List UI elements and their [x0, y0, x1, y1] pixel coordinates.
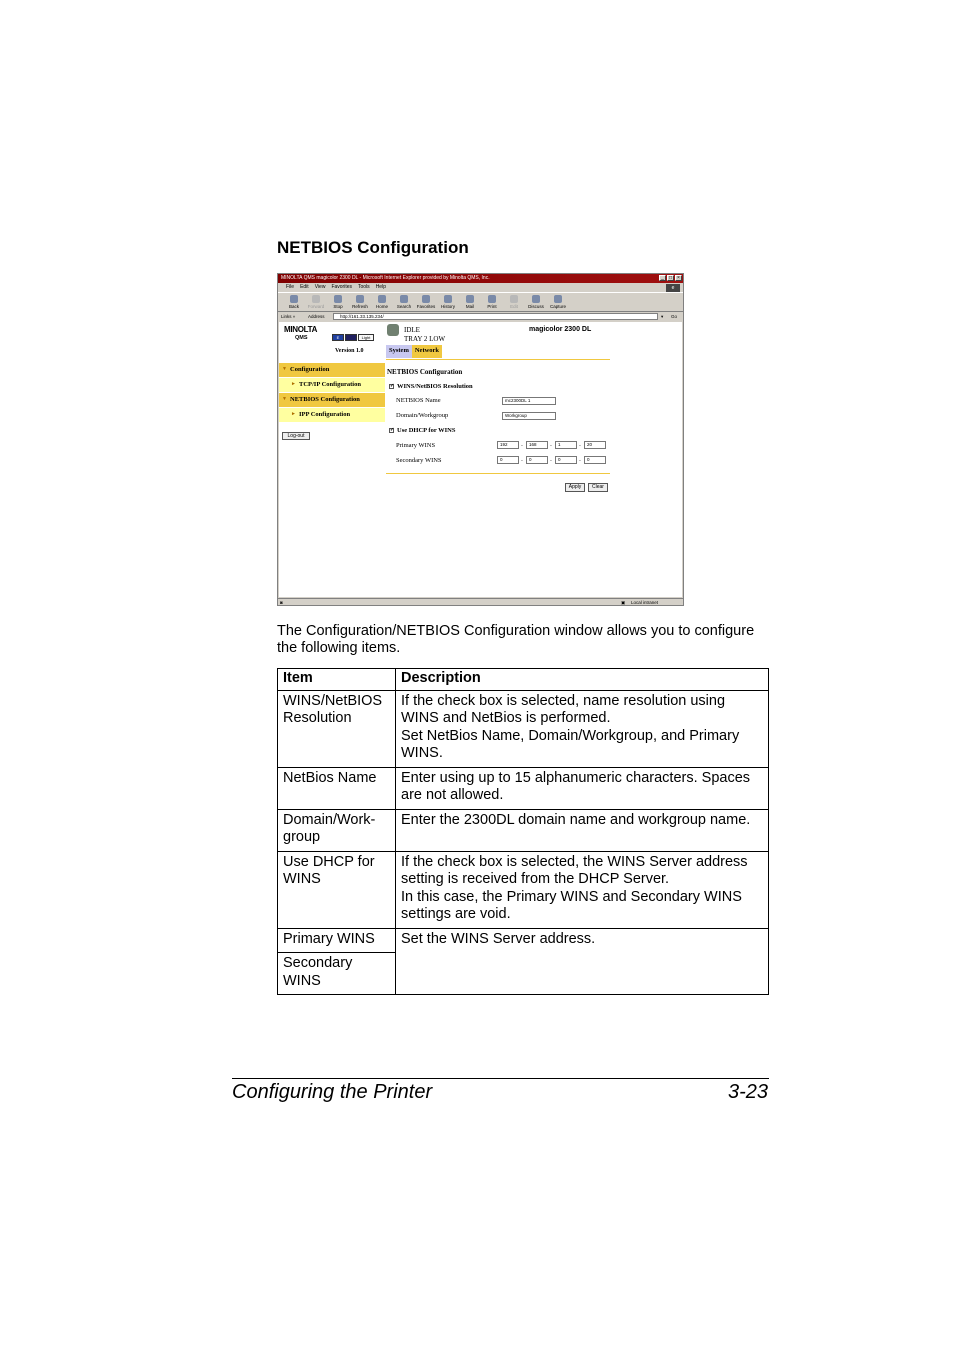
nav-ipp-configuration[interactable]: ► IPP Configuration [279, 408, 385, 422]
toolbar-discuss-button[interactable]: Discuss [526, 293, 546, 311]
print-icon [488, 295, 496, 303]
toolbar-capture-button[interactable]: Capture [548, 293, 568, 311]
page-done-icon: ◙ [280, 600, 283, 605]
search-icon [400, 295, 408, 303]
secondary-wins-octet-4[interactable]: 0 [584, 456, 606, 464]
primary-wins-octet-4[interactable]: 20 [584, 441, 606, 449]
domain-workgroup-input[interactable]: Workgroup [502, 412, 556, 420]
secondary-wins-label: Secondary WINS [396, 457, 442, 464]
address-label: Address [308, 314, 325, 319]
triangle-icon: ► [291, 412, 296, 417]
netbios-name-input[interactable]: mc2300DL 1 [502, 397, 556, 405]
header-divider [386, 359, 610, 360]
history-icon [444, 295, 452, 303]
toolbar-refresh-button[interactable]: Refresh [350, 293, 370, 311]
menu-edit[interactable]: Edit [300, 284, 309, 290]
web-page-content [279, 322, 682, 597]
forward-arrow-icon [312, 295, 320, 303]
apply-button[interactable]: Apply [565, 483, 585, 492]
browser-toolbar [278, 292, 683, 312]
model-name: magicolor 2300 DL [529, 326, 592, 333]
primary-wins-octet-1[interactable]: 192 [497, 441, 519, 449]
window-titlebar [278, 274, 683, 283]
ie-logo-icon: e [666, 284, 680, 292]
toolbar-edit-button[interactable]: Edit [504, 293, 524, 311]
row-description: Enter using up to 15 alphanumeric characters. Spaces are not allowed. [396, 767, 769, 809]
close-icon[interactable]: × [675, 275, 682, 281]
footer-page-number: 3-23 [727, 1081, 768, 1103]
menu-tools[interactable]: Tools [358, 284, 370, 290]
row-description: If the check box is selected, the WINS Server address setting is received from the DHCP Server. In this case, the Primary WINS and Secondary WINS settings are void. [396, 851, 769, 928]
toolbar-forward-button[interactable]: Forward [306, 293, 326, 311]
row-item: Primary WINS [278, 928, 396, 953]
toolbar-search-button[interactable]: Search [394, 293, 414, 311]
ip-dot: . [521, 441, 523, 448]
toolbar-back-button[interactable]: Back [284, 293, 304, 311]
table-header-row [278, 669, 769, 691]
ip-dot: . [579, 441, 581, 448]
section-heading: NETBIOS Configuration [277, 238, 469, 257]
use-dhcp-checkbox[interactable]: ✓ [390, 428, 395, 433]
nav-netbios-configuration[interactable]: ▼ NETBIOS Configuration [279, 393, 385, 407]
capture-icon [554, 295, 562, 303]
mode-button-light[interactable]: Light [358, 334, 374, 341]
refresh-icon [356, 295, 364, 303]
nav-configuration[interactable]: ▼ Configuration [279, 363, 385, 377]
tab-network[interactable]: Network [412, 345, 442, 358]
secondary-wins-octet-2[interactable]: 0 [526, 456, 548, 464]
window-title: MINOLTA QMS magicolor 2300 DL - Microsoft Internet Explorer provided by Minolta QMS, Inc. [281, 275, 490, 281]
zone-label: Local intranet [631, 600, 659, 605]
settings-table [277, 668, 769, 995]
home-icon [378, 295, 386, 303]
primary-wins-octet-2[interactable]: 168 [526, 441, 548, 449]
wins-resolution-label: WINS/NetBIOS Resolution [397, 383, 473, 390]
row-item: NetBios Name [278, 767, 396, 809]
printer-status-icon [387, 324, 399, 336]
tab-system[interactable]: System [386, 345, 412, 358]
menu-view[interactable]: View [314, 284, 326, 290]
netbios-name-label: NETBIOS Name [396, 397, 441, 404]
row-item: Use DHCP for WINS [278, 851, 396, 928]
domain-workgroup-label: Domain/Workgroup [396, 412, 449, 419]
toolbar-mail-button[interactable]: Mail [460, 293, 480, 311]
back-arrow-icon [290, 295, 298, 303]
address-bar-row [278, 312, 683, 321]
dropdown-arrow-icon[interactable]: ▾ [661, 314, 664, 319]
toolbar-home-button[interactable]: Home [372, 293, 392, 311]
table-row [278, 809, 769, 851]
footer-rule [232, 1078, 769, 1079]
ip-dot: . [550, 441, 552, 448]
header-description: Description [396, 669, 769, 691]
toolbar-print-button[interactable]: Print [482, 293, 502, 311]
links-label[interactable]: Links » [281, 314, 296, 319]
mode-button-dark[interactable] [345, 334, 357, 341]
stop-icon [334, 295, 342, 303]
row-description: If the check box is selected, name resolution using WINS and NetBios is performed. Set NetBios Name, Domain/Workgroup, and Primary WINS. [396, 690, 769, 767]
secondary-wins-octet-3[interactable]: 0 [555, 456, 577, 464]
favorites-icon [422, 295, 430, 303]
mail-icon [466, 295, 474, 303]
wins-resolution-row [389, 383, 473, 390]
discuss-icon [532, 295, 540, 303]
use-dhcp-label: Use DHCP for WINS [397, 427, 456, 434]
menu-help[interactable]: Help [375, 284, 386, 290]
triangle-icon: ► [291, 382, 296, 387]
edit-icon [510, 295, 518, 303]
wins-resolution-checkbox[interactable]: ✓ [390, 384, 395, 389]
address-input[interactable]: http://161.33.135.234/ [333, 313, 658, 320]
qms-logo: QMS [295, 335, 308, 341]
form-divider [386, 473, 610, 474]
maximize-icon[interactable]: □ [668, 275, 673, 281]
nav-tcpip-configuration[interactable]: ► TCP/IP Configuration [279, 378, 385, 392]
secondary-wins-octet-1[interactable]: 0 [497, 456, 519, 464]
table-row [278, 928, 769, 953]
page-tabs [386, 345, 442, 358]
minimize-icon[interactable]: _ [659, 275, 666, 281]
status-tray: TRAY 2 LOW [404, 335, 446, 343]
printer-status [404, 326, 445, 344]
intranet-icon: ▣ [621, 600, 626, 605]
use-dhcp-row [389, 427, 455, 434]
row-description: Set the WINS Server address. [396, 928, 769, 995]
header-item: Item [278, 669, 396, 691]
row-item: Secondary WINS [278, 953, 396, 995]
primary-wins-label: Primary WINS [396, 442, 436, 449]
browser-screenshot [277, 273, 684, 606]
triangle-icon: ▼ [282, 367, 287, 372]
menu-bar [278, 283, 683, 291]
mode-button-e[interactable]: E [332, 334, 344, 341]
menu-file[interactable]: File [286, 284, 295, 290]
clear-button[interactable]: Clear [588, 483, 608, 492]
row-description: Enter the 2300DL domain name and workgroup name. [396, 809, 769, 851]
intro-paragraph: The Configuration/NETBIOS Configuration window allows you to configure the following items. [277, 623, 755, 656]
logout-button[interactable]: Log-out [282, 432, 310, 440]
triangle-icon: ▼ [282, 397, 287, 402]
row-item: WINS/NetBIOS Resolution [278, 690, 396, 767]
browser-statusbar [278, 598, 683, 606]
footer-chapter-title: Configuring the Printer [232, 1081, 433, 1103]
version-label: Version 1.0 [335, 348, 364, 354]
mode-buttons [332, 334, 374, 341]
toolbar-favorites-button[interactable]: Favorites [416, 293, 436, 311]
toolbar-stop-button[interactable]: Stop [328, 293, 348, 311]
row-item: Domain/Work-group [278, 809, 396, 851]
ip-dot: . [521, 456, 523, 463]
table-row [278, 851, 769, 928]
primary-wins-octet-3[interactable]: 1 [555, 441, 577, 449]
status-idle: IDLE [404, 326, 420, 334]
table-row [278, 690, 769, 767]
table-row [278, 767, 769, 809]
ip-dot: . [579, 456, 581, 463]
go-button[interactable]: Go [671, 314, 678, 319]
netbios-page-title: NETBIOS Configuration [387, 368, 463, 376]
minolta-logo: MINOLTA [284, 325, 318, 334]
toolbar-history-button[interactable]: History [438, 293, 458, 311]
menu-favorites[interactable]: Favorites [331, 284, 352, 290]
ip-dot: . [550, 456, 552, 463]
